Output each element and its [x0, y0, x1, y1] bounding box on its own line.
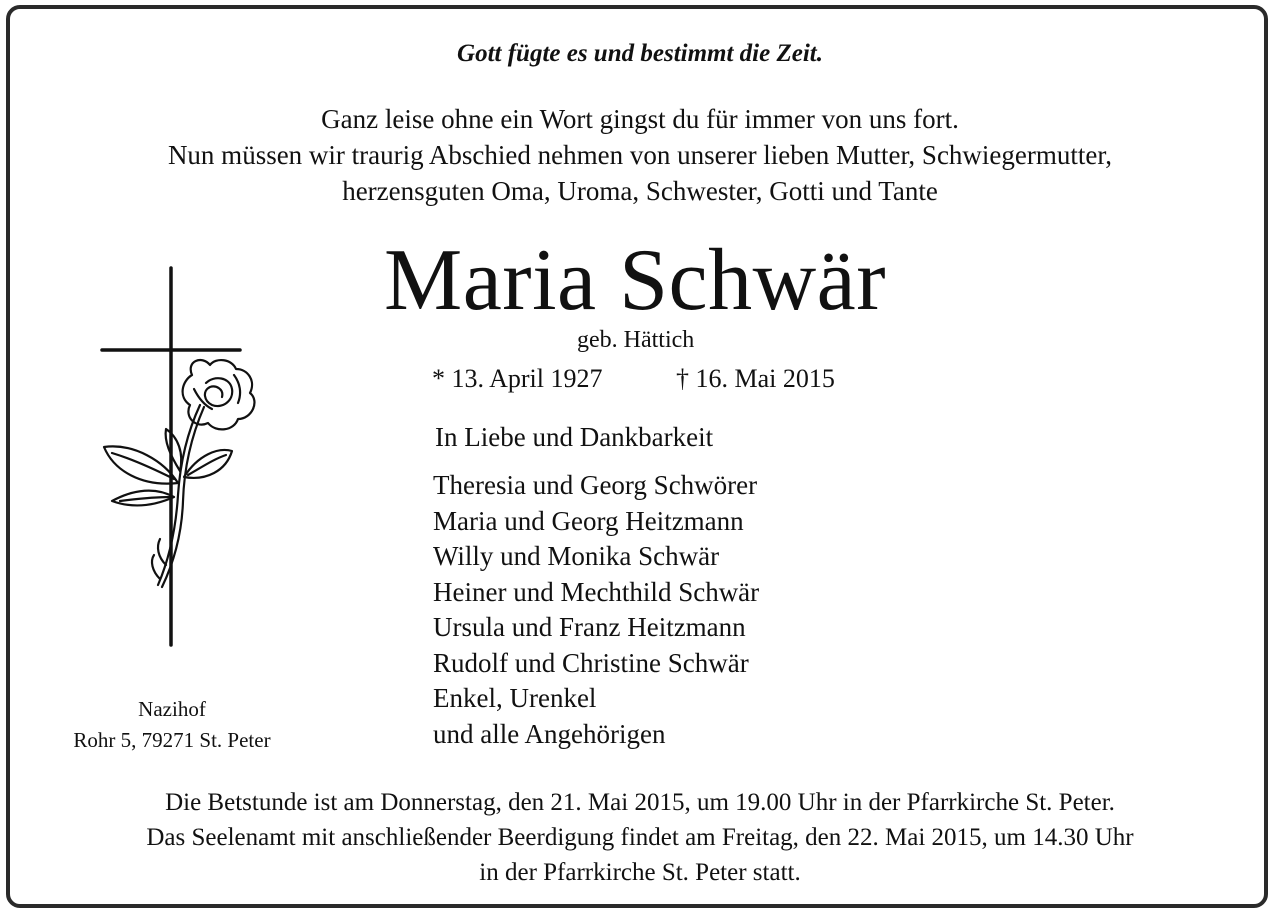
list-item: Rudolf und Christine Schwär	[433, 647, 749, 678]
motto: Gott fügte es und bestimmt die Zeit.	[457, 40, 823, 67]
birth-name: geb. Hättich	[577, 327, 695, 353]
cross-with-rose-icon	[94, 265, 264, 660]
intro-line-1: Ganz leise ohne ein Wort gingst du für immer von uns fort.	[321, 104, 959, 134]
birth-date: * 13. April 1927	[432, 364, 603, 393]
deceased-name: Maria Schwär	[384, 232, 887, 329]
list-item: Willy und Monika Schwär	[433, 541, 720, 571]
list-item: Heiner und Mechthild Schwär	[433, 576, 760, 607]
list-item: Enkel, Urenkel	[433, 683, 597, 713]
footer-line-3: in der Pfarrkirche St. Peter statt.	[479, 859, 801, 886]
footer-line-1: Die Betstunde ist am Donnerstag, den 21. Mai 2015, um 19.00 Uhr in der Pfarrkirche St. Peter.	[165, 789, 1115, 816]
death-date: † 16. Mai 2015	[676, 364, 835, 393]
closing-phrase: In Liebe und Dankbarkeit	[435, 422, 714, 452]
list-item: und alle Angehörigen	[433, 718, 666, 749]
intro-line-3: herzensguten Oma, Uroma, Schwester, Gotti und Tante	[342, 176, 938, 206]
footer-line-2: Das Seelenamt mit anschließender Beerdigung findet am Freitag, den 22. Mai 2015, um 14.30 Uhr	[146, 824, 1134, 851]
intro-line-2: Nun müssen wir traurig Abschied nehmen von unserer lieben Mutter, Schwiegermutter,	[167, 140, 1113, 170]
address-line-1: Nazihof	[138, 697, 206, 721]
list-item: Theresia und Georg Schwörer	[433, 470, 758, 500]
list-item: Maria und Georg Heitzmann	[433, 505, 744, 536]
list-item: Ursula und Franz Heitzmann	[433, 612, 746, 642]
mourners-list	[433, 468, 759, 752]
address-line-2: Rohr 5, 79271 St. Peter	[73, 728, 271, 752]
